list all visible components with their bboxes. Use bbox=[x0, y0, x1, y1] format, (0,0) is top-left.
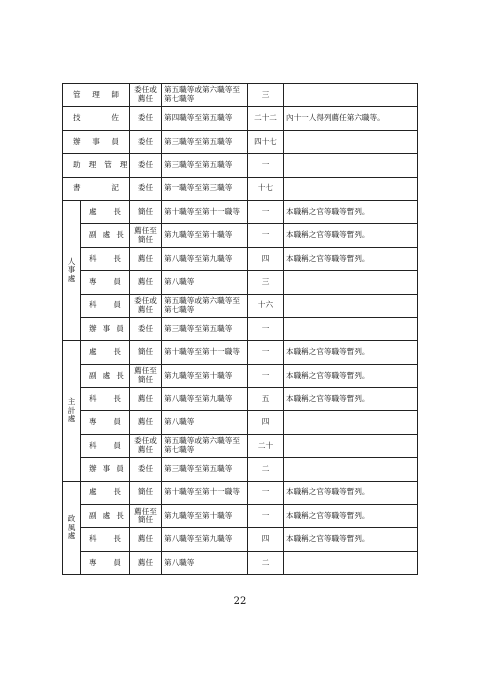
position-title-cell bbox=[81, 247, 130, 270]
headcount: 一 bbox=[248, 200, 284, 223]
position-title: 辦 事 員 bbox=[73, 136, 119, 146]
remarks: 本職稱之官等職等暫列。 bbox=[284, 481, 418, 504]
headcount: 一 bbox=[248, 364, 284, 387]
remarks: 本職稱之官等職等暫列。 bbox=[284, 200, 418, 223]
appointment-type: 薦任至簡任 bbox=[130, 224, 162, 247]
rank-range: 第八職等 bbox=[162, 411, 248, 434]
rank-range: 第九職等至第十職等 bbox=[162, 224, 248, 247]
table-row bbox=[63, 481, 418, 504]
remarks bbox=[284, 177, 418, 200]
table-row bbox=[63, 505, 418, 528]
position-title-cell bbox=[81, 388, 130, 411]
staffing-table bbox=[62, 83, 418, 575]
headcount: 一 bbox=[248, 154, 284, 177]
rank-range: 第十職等至第十一職等 bbox=[162, 481, 248, 504]
headcount: 四十七 bbox=[248, 130, 284, 153]
position-title: 副 處 長 bbox=[89, 510, 124, 520]
position-title: 管 理 師 bbox=[73, 89, 119, 99]
remarks bbox=[284, 434, 418, 457]
rank-range: 第五職等或第六職等至第七職等 bbox=[162, 434, 248, 457]
appointment-type: 委任 bbox=[130, 458, 162, 481]
position-title-cell bbox=[81, 528, 130, 551]
appointment-type: 簡任 bbox=[130, 481, 162, 504]
rank-range: 第三職等至第五職等 bbox=[162, 154, 248, 177]
position-title-cell bbox=[81, 271, 130, 294]
position-title: 辦 事 員 bbox=[89, 464, 124, 474]
table-row bbox=[63, 84, 418, 107]
rank-range: 第八職等至第九職等 bbox=[162, 528, 248, 551]
remarks bbox=[284, 84, 418, 107]
position-title: 副 處 長 bbox=[89, 230, 124, 240]
page-number: 22 bbox=[233, 596, 247, 607]
rank-range: 第八職等至第九職等 bbox=[162, 247, 248, 270]
headcount: 三 bbox=[248, 271, 284, 294]
remarks bbox=[284, 294, 418, 317]
position-title-cell bbox=[81, 364, 130, 387]
headcount: 一 bbox=[248, 317, 284, 340]
table-row bbox=[63, 247, 418, 270]
position-title: 科 員 bbox=[89, 440, 121, 450]
remarks bbox=[284, 551, 418, 574]
headcount: 十六 bbox=[248, 294, 284, 317]
appointment-type: 薦任 bbox=[130, 271, 162, 294]
rank-range: 第八職等至第九職等 bbox=[162, 388, 248, 411]
appointment-type: 委任或薦任 bbox=[130, 84, 162, 107]
position-title: 科 長 bbox=[89, 534, 121, 544]
remarks bbox=[284, 411, 418, 434]
headcount: 二十 bbox=[248, 434, 284, 457]
position-title-cell bbox=[63, 154, 130, 177]
rank-range: 第三職等至第五職等 bbox=[162, 317, 248, 340]
position-title-cell bbox=[81, 200, 130, 223]
position-title: 辦 事 員 bbox=[89, 323, 124, 333]
table-row bbox=[63, 528, 418, 551]
appointment-type: 委任 bbox=[130, 177, 162, 200]
table-row bbox=[63, 294, 418, 317]
headcount: 一 bbox=[248, 341, 284, 364]
appointment-type: 薦任 bbox=[130, 551, 162, 574]
position-title-cell bbox=[81, 434, 130, 457]
rank-range: 第五職等或第六職等至第七職等 bbox=[162, 294, 248, 317]
remarks bbox=[284, 458, 418, 481]
table-row bbox=[63, 341, 418, 364]
rank-range: 第十職等至第十一職等 bbox=[162, 200, 248, 223]
position-title-cell bbox=[81, 505, 130, 528]
appointment-type: 委任 bbox=[130, 130, 162, 153]
table-row bbox=[63, 130, 418, 153]
appointment-type: 委任或薦任 bbox=[130, 294, 162, 317]
headcount: 一 bbox=[248, 481, 284, 504]
position-title: 科 長 bbox=[89, 393, 121, 403]
remarks bbox=[284, 154, 418, 177]
position-title: 專 員 bbox=[89, 276, 121, 286]
department-name: 政 風 處 bbox=[63, 481, 81, 575]
table-row bbox=[63, 458, 418, 481]
remarks: 本職稱之官等職等暫列。 bbox=[284, 224, 418, 247]
position-title: 科 員 bbox=[89, 300, 121, 310]
table-row bbox=[63, 271, 418, 294]
appointment-type: 委任或薦任 bbox=[130, 434, 162, 457]
appointment-type: 委任 bbox=[130, 107, 162, 130]
position-title-cell bbox=[81, 294, 130, 317]
headcount: 四 bbox=[248, 411, 284, 434]
appointment-type: 薦任 bbox=[130, 388, 162, 411]
rank-range: 第八職等 bbox=[162, 551, 248, 574]
table-row bbox=[63, 154, 418, 177]
headcount: 五 bbox=[248, 388, 284, 411]
remarks: 本職稱之官等職等暫列。 bbox=[284, 247, 418, 270]
headcount: 四 bbox=[248, 528, 284, 551]
rank-range: 第三職等至第五職等 bbox=[162, 130, 248, 153]
remarks: 本職稱之官等職等暫列。 bbox=[284, 528, 418, 551]
position-title-cell bbox=[63, 130, 130, 153]
position-title-cell bbox=[81, 341, 130, 364]
position-title-cell bbox=[63, 107, 130, 130]
position-title: 處 長 bbox=[89, 347, 121, 357]
remarks: 本職稱之官等職等暫列。 bbox=[284, 364, 418, 387]
remarks bbox=[284, 130, 418, 153]
rank-range: 第九職等至第十職等 bbox=[162, 505, 248, 528]
headcount: 一 bbox=[248, 505, 284, 528]
position-title-cell bbox=[81, 224, 130, 247]
table-row bbox=[63, 434, 418, 457]
position-title: 專 員 bbox=[89, 557, 121, 567]
rank-range: 第四職等至第五職等 bbox=[162, 107, 248, 130]
table-row bbox=[63, 177, 418, 200]
position-title: 科 長 bbox=[89, 253, 121, 263]
table-row bbox=[63, 551, 418, 574]
remarks bbox=[284, 317, 418, 340]
appointment-type: 薦任至簡任 bbox=[130, 364, 162, 387]
position-title-cell bbox=[81, 458, 130, 481]
remarks bbox=[284, 271, 418, 294]
appointment-type: 薦任 bbox=[130, 247, 162, 270]
position-title: 技 佐 bbox=[73, 113, 119, 123]
rank-range: 第一職等至第三職等 bbox=[162, 177, 248, 200]
table-row bbox=[63, 388, 418, 411]
position-title: 處 長 bbox=[89, 206, 121, 216]
rank-range: 第九職等至第十職等 bbox=[162, 364, 248, 387]
position-title-cell bbox=[81, 481, 130, 504]
table-row bbox=[63, 411, 418, 434]
rank-range: 第八職等 bbox=[162, 271, 248, 294]
position-title: 助 理 管 理 bbox=[73, 160, 128, 169]
rank-range: 第十職等至第十一職等 bbox=[162, 341, 248, 364]
rank-range: 第三職等至第五職等 bbox=[162, 458, 248, 481]
table-row bbox=[63, 224, 418, 247]
table-row bbox=[63, 364, 418, 387]
department-name: 主 計 處 bbox=[63, 341, 81, 481]
table-row bbox=[63, 200, 418, 223]
appointment-type: 薦任至簡任 bbox=[130, 505, 162, 528]
rank-range: 第五職等或第六職等至第七職等 bbox=[162, 84, 248, 107]
appointment-type: 簡任 bbox=[130, 341, 162, 364]
position-title-cell bbox=[63, 177, 130, 200]
remarks: 本職稱之官等職等暫列。 bbox=[284, 505, 418, 528]
position-title: 副 處 長 bbox=[89, 370, 124, 380]
position-title-cell bbox=[63, 84, 130, 107]
appointment-type: 委任 bbox=[130, 154, 162, 177]
headcount: 二十二 bbox=[248, 107, 284, 130]
position-title: 專 員 bbox=[89, 417, 121, 427]
appointment-type: 薦任 bbox=[130, 411, 162, 434]
position-title: 書 記 bbox=[73, 183, 119, 193]
position-title-cell bbox=[81, 411, 130, 434]
appointment-type: 簡任 bbox=[130, 200, 162, 223]
position-title-cell bbox=[81, 551, 130, 574]
remarks: 本職稱之官等職等暫列。 bbox=[284, 388, 418, 411]
table-row bbox=[63, 107, 418, 130]
department-name: 人 事 處 bbox=[63, 200, 81, 340]
appointment-type: 薦任 bbox=[130, 528, 162, 551]
position-title-cell bbox=[81, 317, 130, 340]
headcount: 四 bbox=[248, 247, 284, 270]
headcount: 二 bbox=[248, 458, 284, 481]
remarks: 本職稱之官等職等暫列。 bbox=[284, 341, 418, 364]
remarks: 內十一人得列薦任第六職等。 bbox=[284, 107, 418, 130]
headcount: 二 bbox=[248, 551, 284, 574]
headcount: 一 bbox=[248, 224, 284, 247]
position-title: 處 長 bbox=[89, 487, 121, 497]
headcount: 三 bbox=[248, 84, 284, 107]
appointment-type: 委任 bbox=[130, 317, 162, 340]
table-row bbox=[63, 317, 418, 340]
headcount: 十七 bbox=[248, 177, 284, 200]
